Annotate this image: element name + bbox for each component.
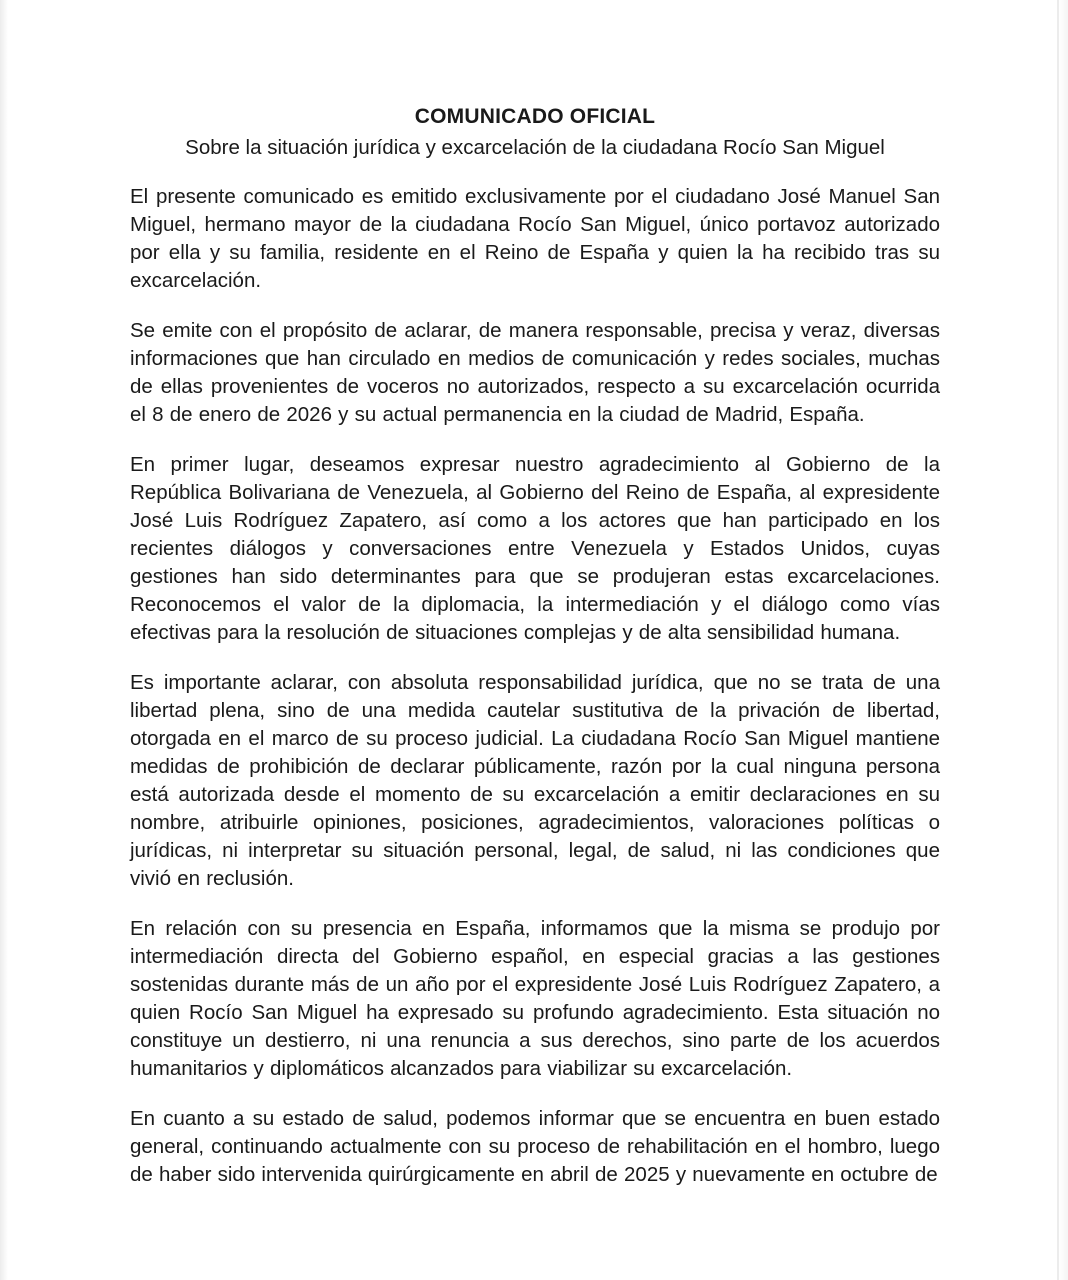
paragraph-purpose: Se emite con el propósito de aclarar, de manera responsable, precisa y veraz, diversas informaciones que han circulado en medios de comunicación y redes sociales, muchas de ellas provenientes de voceros no autorizados, respecto a su excarcelación ocurrida el 8 de enero de 2026 y su actual permanencia en la ciudad de Madrid, España. [130, 319, 940, 426]
paragraph-presence-in-spain: En relación con su presencia en España, informamos que la misma se produjo por intermediación directa del Gobierno español, en especial gracias a las gestiones sostenidas durante más de un año por el expresidente José Luis Rodríguez Zapatero, a quien Rocío San Miguel ha expresado su profundo agradecimiento. Esta situación no constituye un destierro, ni una renuncia a sus derechos, sino parte de los acuerdos humanitarios y diplomáticos alcanzados para viabilizar su excarcelación. [130, 917, 940, 1080]
document-content [130, 103, 940, 1189]
paragraph-gratitude: En primer lugar, deseamos expresar nuestro agradecimiento al Gobierno de la República Bolivariana de Venezuela, al Gobierno del Reino de España, al expresidente José Luis Rodríguez Zapatero, así como a los actores que han participado en los recientes diálogos y conversaciones entre Venezuela y Estados Unidos, cuyas gestiones han sido determinantes para que se produjeran estas excarcelaciones. Reconocemos el valor de la diplomacia, la intermediación y el diálogo como vías efectivas para la resolución de situaciones complejas y de alta sensibilidad humana. [130, 453, 940, 644]
paragraph-legal-clarification: Es importante aclarar, con absoluta responsabilidad jurídica, que no se trata de una libertad plena, sino de una medida cautelar sustitutiva de la privación de libertad, otorgada en el marco de su proceso judicial. La ciudadana Rocío San Miguel mantiene medidas de prohibición de declarar públicamente, razón por la cual ninguna persona está autorizada desde el momento de su excarcelación a emitir declaraciones en su nombre, atribuirle opiniones, posiciones, agradecimientos, valoraciones políticas o jurídicas, ni interpretar su situación personal, legal, de salud, ni las condiciones que vivió en reclusión. [130, 671, 940, 890]
paragraph-health-status: En cuanto a su estado de salud, podemos informar que se encuentra en buen estado general, continuando actualmente con su proceso de rehabilitación en el hombro, luego de haber sido intervenida quirúrgicamente en abril de 2025 y nuevamente en octubre de [130, 1107, 940, 1186]
document-subtitle: Sobre la situación jurídica y excarcelación de la ciudadana Rocío San Miguel [185, 136, 885, 159]
page-left-edge-shadow [0, 0, 8, 1280]
document-title: COMUNICADO OFICIAL [414, 105, 656, 128]
paragraph-issuer-statement: El presente comunicado es emitido exclusivamente por el ciudadano José Manuel San Miguel, hermano mayor de la ciudadana Rocío San Miguel, único portavoz autorizado por ella y su familia, residente en el Reino de España y quien la ha recibido tras su excarcelación. [130, 185, 940, 292]
page-right-edge-shadow [1059, 0, 1068, 1280]
